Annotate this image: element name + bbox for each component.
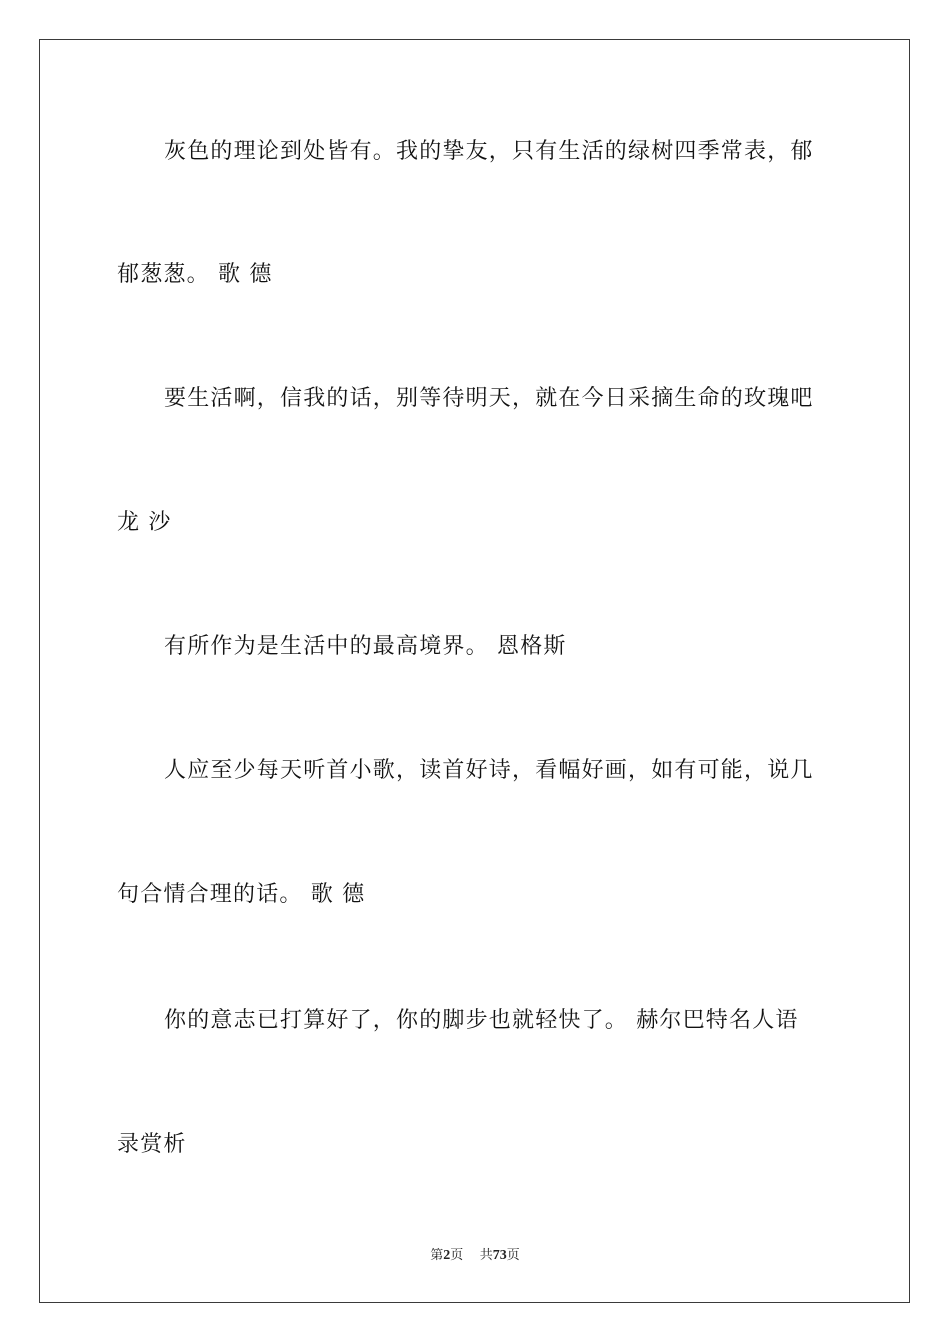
total-suffix: 页 — [506, 1248, 520, 1263]
total-prefix: 共 — [479, 1248, 493, 1263]
paragraph-1-line-2: 郁葱葱。 歌 德 — [117, 262, 273, 287]
page-footer — [0, 1247, 950, 1265]
paragraph-5-line-2: 录赏析 — [117, 1132, 187, 1157]
paragraph-3-line-1: 有所作为是生活中的最高境界。 恩格斯 — [164, 634, 567, 659]
paragraph-2-line-1: 要生活啊，信我的话，别等待明天，就在今日采摘生命的玫瑰吧 — [164, 386, 814, 411]
paragraph-4-line-1: 人应至少每天听首小歌，读首好诗，看幅好画，如有可能，说几 — [164, 758, 814, 783]
current-page-number: 2 — [443, 1248, 451, 1263]
page-prefix: 第 — [430, 1248, 444, 1263]
page-suffix: 页 — [450, 1248, 464, 1263]
paragraph-2-line-2: 龙 沙 — [117, 510, 172, 535]
total-page-count: 73 — [492, 1248, 507, 1263]
paragraph-5-line-1: 你的意志已打算好了，你的脚步也就轻快了。 赫尔巴特名人语 — [164, 1008, 799, 1033]
paragraph-4-line-2: 句合情合理的话。 歌 德 — [117, 882, 366, 907]
page-border — [39, 39, 910, 1303]
paragraph-1-line-1: 灰色的理论到处皆有。我的挚友，只有生活的绿树四季常表，郁 — [164, 139, 814, 164]
